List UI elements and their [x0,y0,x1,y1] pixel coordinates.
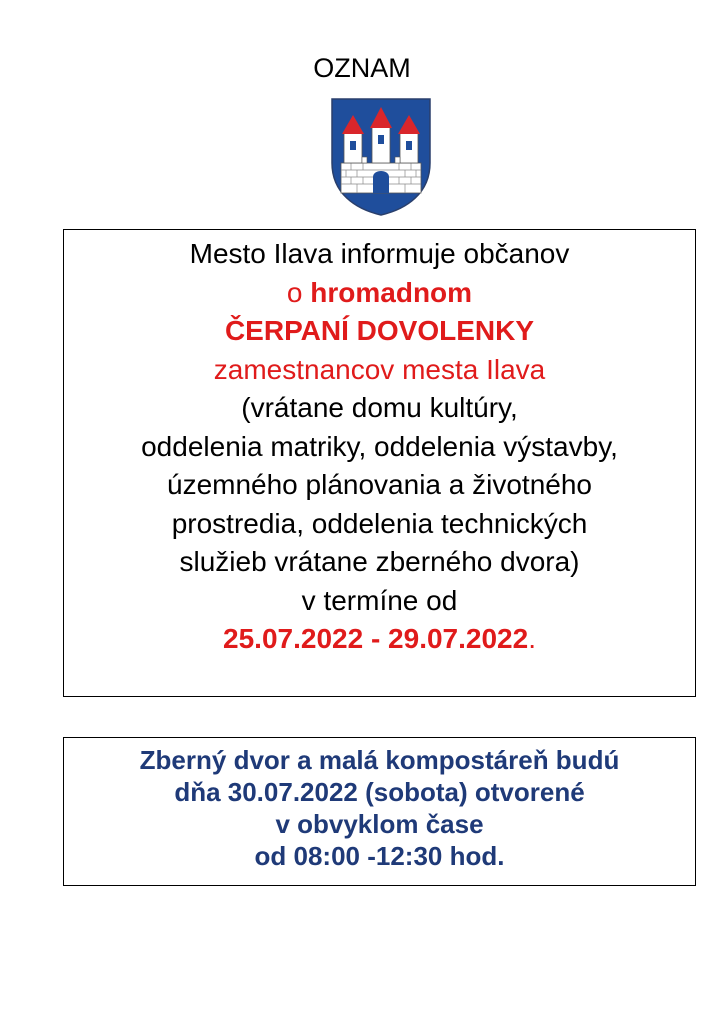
notice-line-9: služieb vrátane zberného dvora) [179,546,580,577]
notice-line-1: Mesto Ilava informuje občanov [189,238,570,269]
notice-dates-line [64,620,695,659]
info-line-2: dňa 30.07.2022 (sobota) otvorené [174,777,585,807]
info-box [63,737,696,886]
notice-dates-suffix: . [528,623,536,654]
notice-line-10: v termíne od [301,584,458,616]
notice-headline: ČERPANÍ DOVOLENKY [224,315,535,346]
notice-dates: 25.07.2022 - 29.07.2022 [223,623,529,654]
notice-box [63,229,696,697]
ilava-coat-of-arms-icon [329,97,433,217]
notice-line-2-prefix: o [286,276,311,308]
notice-line-5: (vrátane domu kultúry, [241,392,518,423]
notice-line-6: oddelenia matriky, oddelenia výstavby, [141,430,618,462]
info-line-3: v obvyklom čase [275,809,484,839]
info-line-4: od 08:00 -12:30 hod. [254,841,505,871]
notice-line-2 [64,274,695,313]
notice-line-4: zamestnancov mesta Ilava [213,353,546,385]
info-line-1: Zberný dvor a malá kompostáreň budú [139,745,620,775]
notice-line-8: prostredia, oddelenia technických [171,507,588,539]
notice-line-2-bold: hromadnom [310,276,473,308]
page-title: OZNAM [313,53,411,83]
notice-line-7: územného plánovania a životného [167,469,592,500]
